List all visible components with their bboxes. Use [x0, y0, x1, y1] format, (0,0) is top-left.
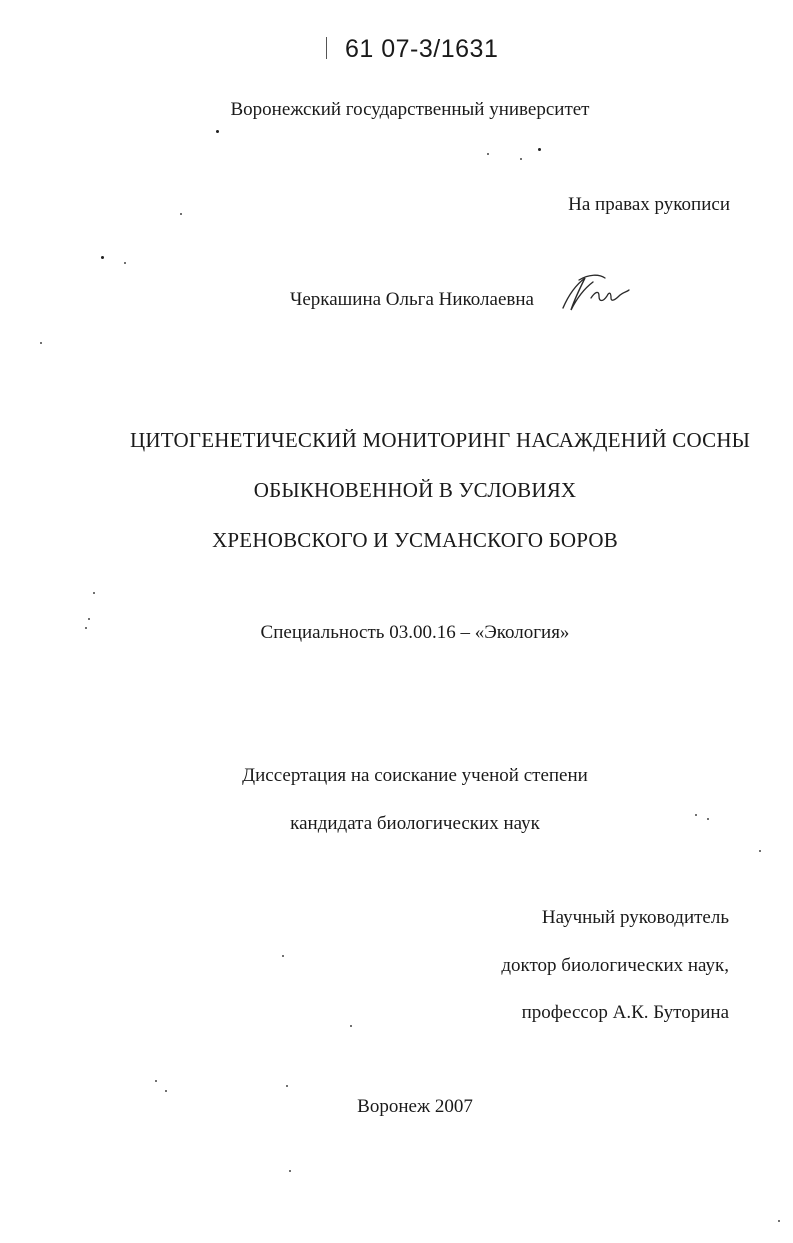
supervisor-line-2: доктор биологических наук, [501, 955, 729, 976]
scan-speck [216, 130, 219, 133]
archive-number: 61 07-3/1631 [345, 35, 499, 63]
scan-speck [180, 213, 182, 215]
title-line-2: ОБЫКНОВЕННОЙ В УСЛОВИЯХ [253, 478, 577, 502]
scan-speck [93, 592, 95, 594]
dissertation-line-2: кандидата биологических наук [290, 813, 540, 834]
scan-speck [520, 158, 522, 160]
scan-speck [695, 814, 697, 816]
specialty-line: Специальность 03.00.16 – «Экология» [260, 622, 570, 643]
scan-speck [350, 1025, 352, 1027]
author-name: Черкашина Ольга Николаевна [290, 289, 534, 310]
title-line-3: ХРЕНОВСКОГО И УСМАНСКОГО БОРОВ [212, 528, 618, 552]
city-year: Воронеж 2007 [357, 1096, 473, 1117]
scan-speck [88, 618, 90, 620]
scan-speck [286, 1085, 288, 1087]
scan-speck [289, 1170, 291, 1172]
supervisor-line-1: Научный руководитель [541, 907, 729, 928]
handwritten-signature-icon [555, 268, 635, 318]
scan-speck [85, 627, 87, 629]
dissertation-line-1: Диссертация на соискание ученой степени [242, 765, 588, 786]
scan-speck [165, 1090, 167, 1092]
scan-speck [101, 256, 104, 259]
scan-speck [282, 955, 284, 957]
manuscript-rights-note: На правах рукописи [568, 194, 730, 215]
scan-speck [40, 342, 42, 344]
scan-speck [778, 1220, 780, 1222]
scan-speck [155, 1080, 157, 1082]
scan-speck [759, 850, 761, 852]
university-name: Воронежский государственный университет [230, 99, 590, 120]
scan-speck [707, 818, 709, 820]
stamp-tick-mark [326, 37, 327, 59]
scan-speck [487, 153, 489, 155]
title-line-1: ЦИТОГЕНЕТИЧЕСКИЙ МОНИТОРИНГ НАСАЖДЕНИЙ СОСНЫ [130, 428, 751, 452]
scan-speck [124, 262, 126, 264]
supervisor-line-3: профессор А.К. Буторина [521, 1002, 729, 1023]
scan-speck [538, 148, 541, 151]
